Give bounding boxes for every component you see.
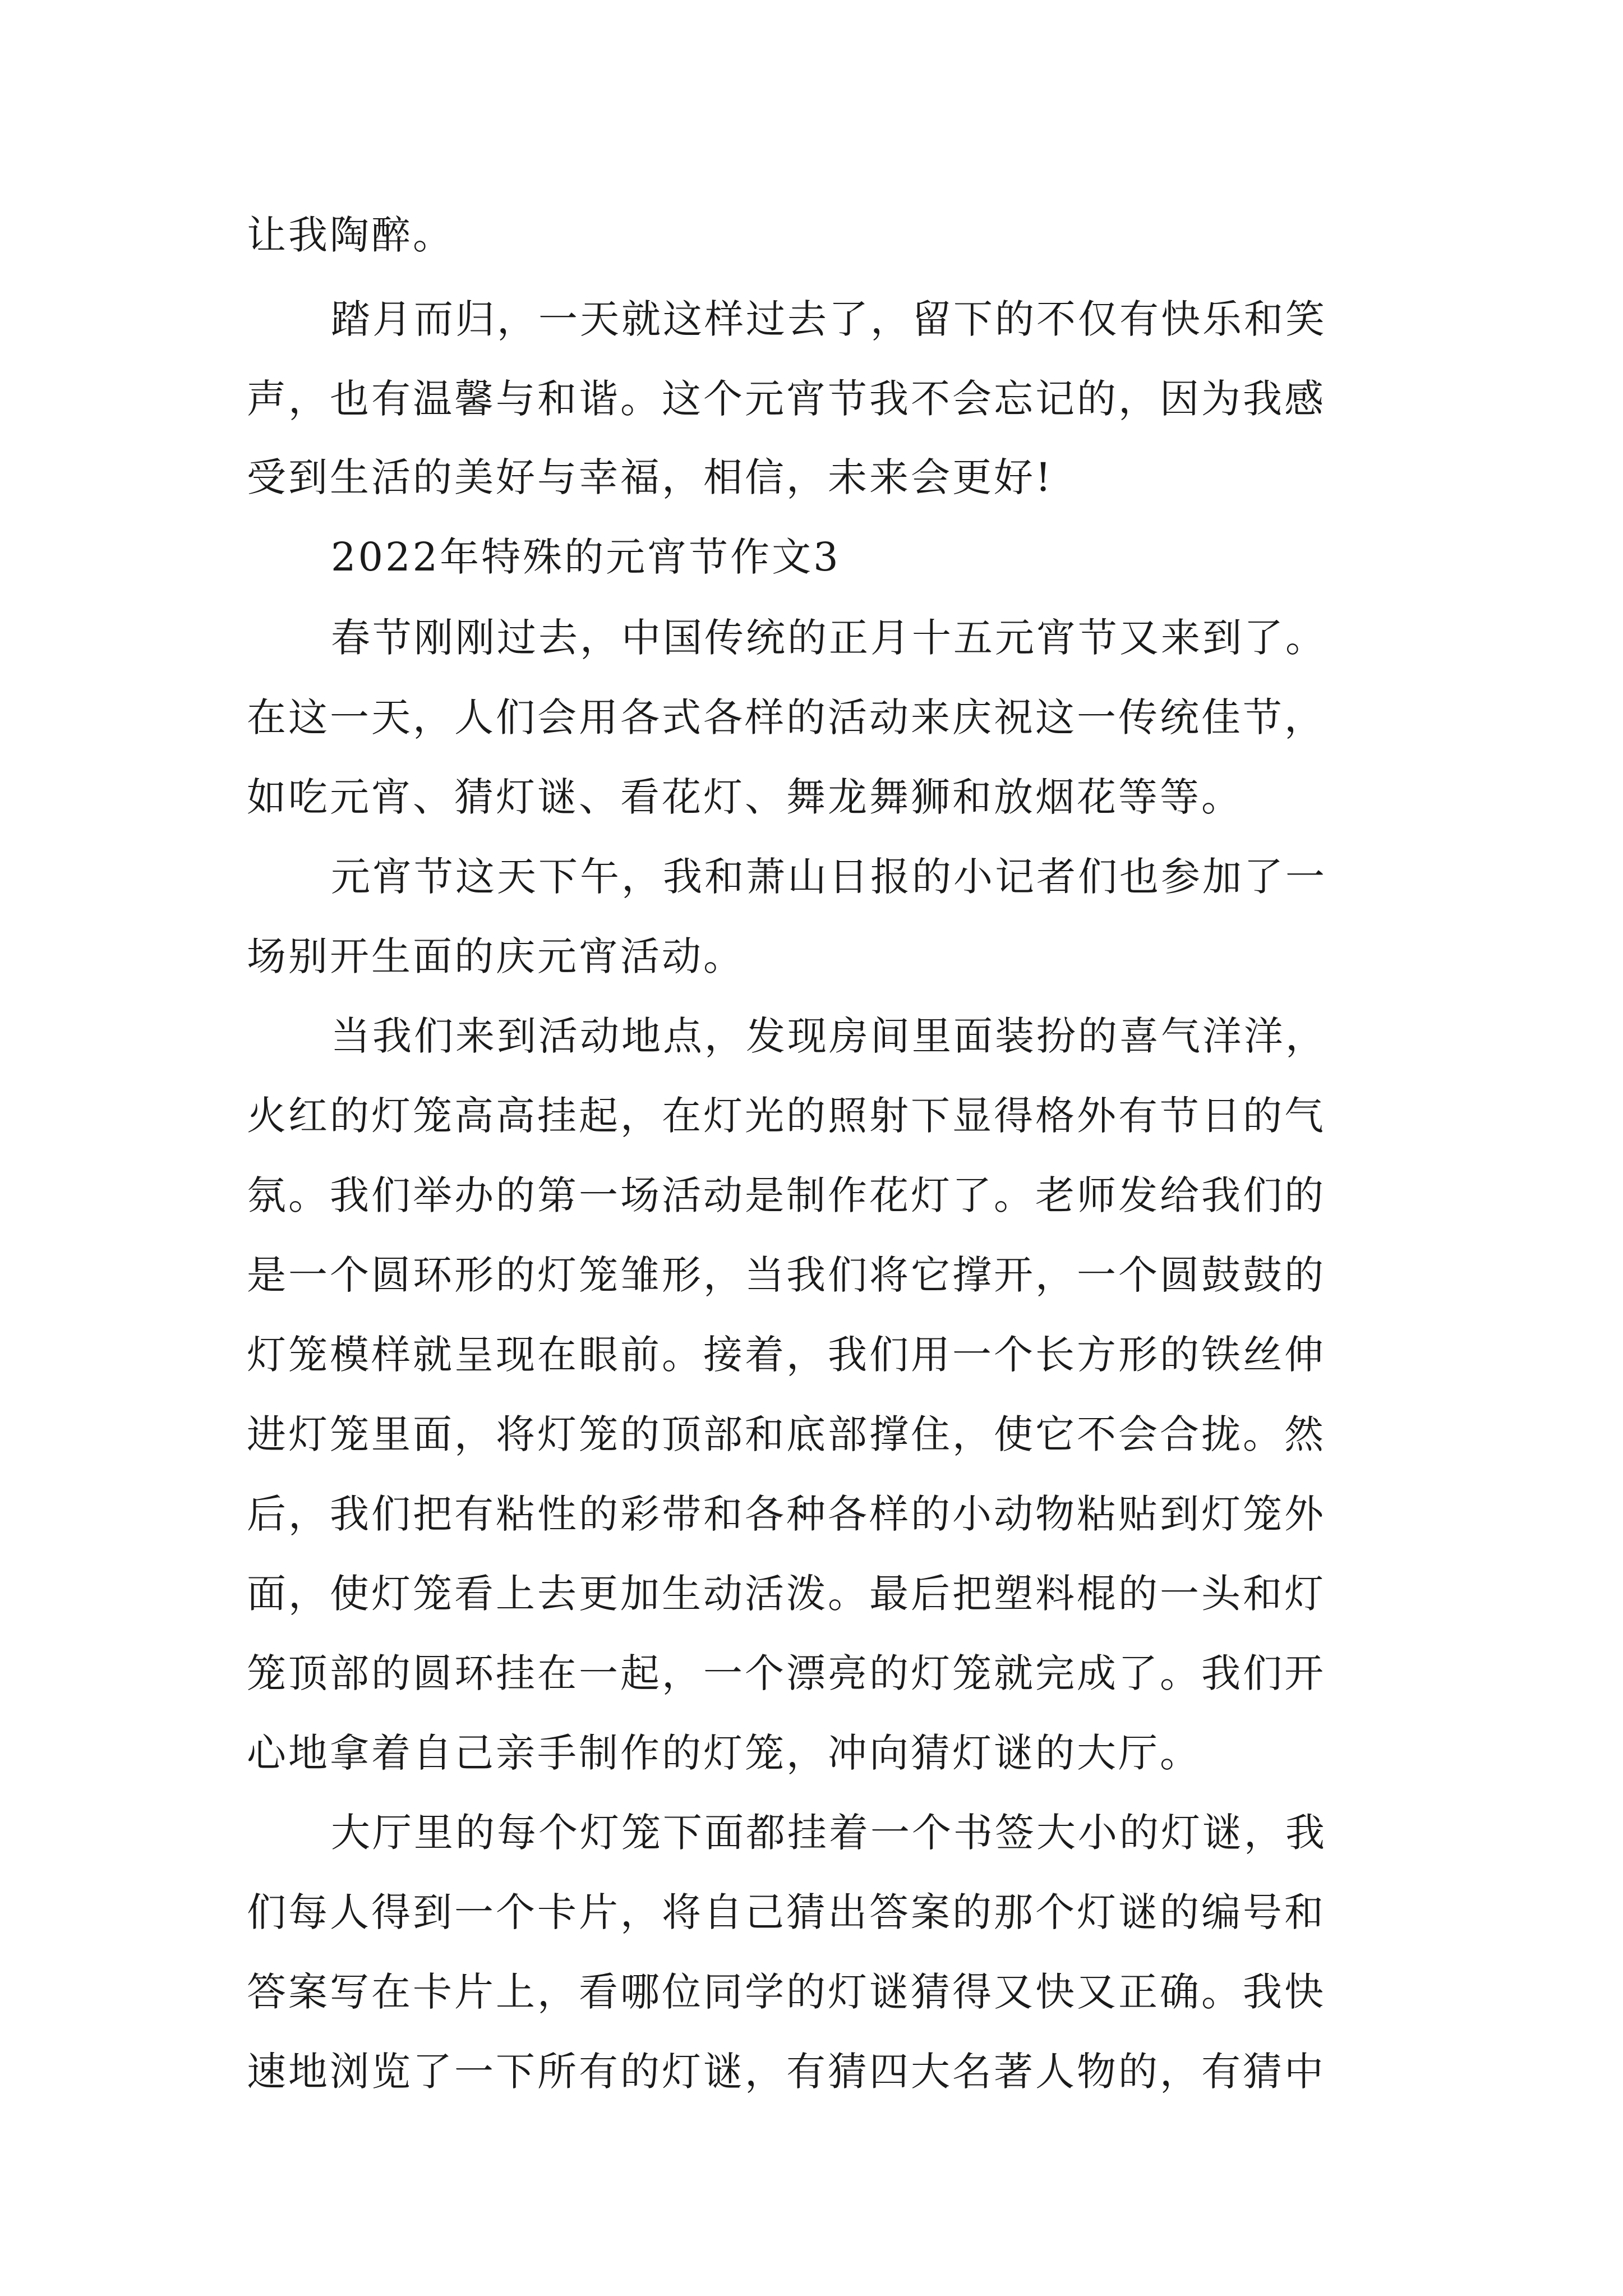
text-line: 火红的灯笼高高挂起，在灯光的照射下显得格外有节日的气: [247, 1093, 1326, 1139]
text-line: 进灯笼里面，将灯笼的顶部和底部撑住，使它不会合拢。然: [247, 1411, 1326, 1457]
paragraph-first-line: 元宵节这天下午，我和萧山日报的小记者们也参加了一: [331, 854, 1327, 900]
text-line: 如吃元宵、猜灯谜、看花灯、舞龙舞狮和放烟花等等。: [247, 774, 1243, 820]
text-line: 让我陶醉。: [247, 212, 454, 258]
text-line: 后，我们把有粘性的彩带和各种各样的小动物粘贴到灯笼外: [247, 1491, 1326, 1537]
text-line: 场别开生面的庆元宵活动。: [247, 933, 745, 979]
text-line: 是一个圆环形的灯笼雏形，当我们将它撑开，一个圆鼓鼓的: [247, 1252, 1326, 1298]
text-line: 面，使灯笼看上去更加生动活泼。最后把塑料棍的一头和灯: [247, 1571, 1326, 1617]
text-line: 们每人得到一个卡片，将自己猜出答案的那个灯谜的编号和: [247, 1889, 1326, 1935]
section-heading: 2022年特殊的元宵节作文3: [331, 534, 841, 580]
text-line: 在这一天，人们会用各式各样的活动来庆祝这一传统佳节，: [247, 694, 1326, 740]
paragraph-first-line: 春节刚刚过去，中国传统的正月十五元宵节又来到了。: [331, 615, 1327, 661]
text-line: 灯笼模样就呈现在眼前。接着，我们用一个长方形的铁丝伸: [247, 1332, 1326, 1378]
text-line: 心地拿着自己亲手制作的灯笼，冲向猜灯谜的大厅。: [247, 1730, 1201, 1776]
text-line: 受到生活的美好与幸福，相信，未来会更好!: [247, 454, 1054, 500]
text-line: 氛。我们举办的第一场活动是制作花灯了。老师发给我们的: [247, 1172, 1326, 1218]
paragraph-first-line: 当我们来到活动地点，发现房间里面装扮的喜气洋洋，: [331, 1013, 1327, 1059]
text-line: 速地浏览了一下所有的灯谜，有猜四大名著人物的，有猜中: [247, 2049, 1326, 2095]
text-line: 答案写在卡片上，看哪位同学的灯谜猜得又快又正确。我快: [247, 1969, 1326, 2015]
text-line: 笼顶部的圆环挂在一起，一个漂亮的灯笼就完成了。我们开: [247, 1650, 1326, 1696]
paragraph-first-line: 大厅里的每个灯笼下面都挂着一个书签大小的灯谜，我: [331, 1810, 1327, 1856]
text-line: 声，也有温馨与和谐。这个元宵节我不会忘记的，因为我感: [247, 376, 1326, 422]
paragraph-first-line: 踏月而归，一天就这样过去了，留下的不仅有快乐和笑: [331, 296, 1327, 342]
